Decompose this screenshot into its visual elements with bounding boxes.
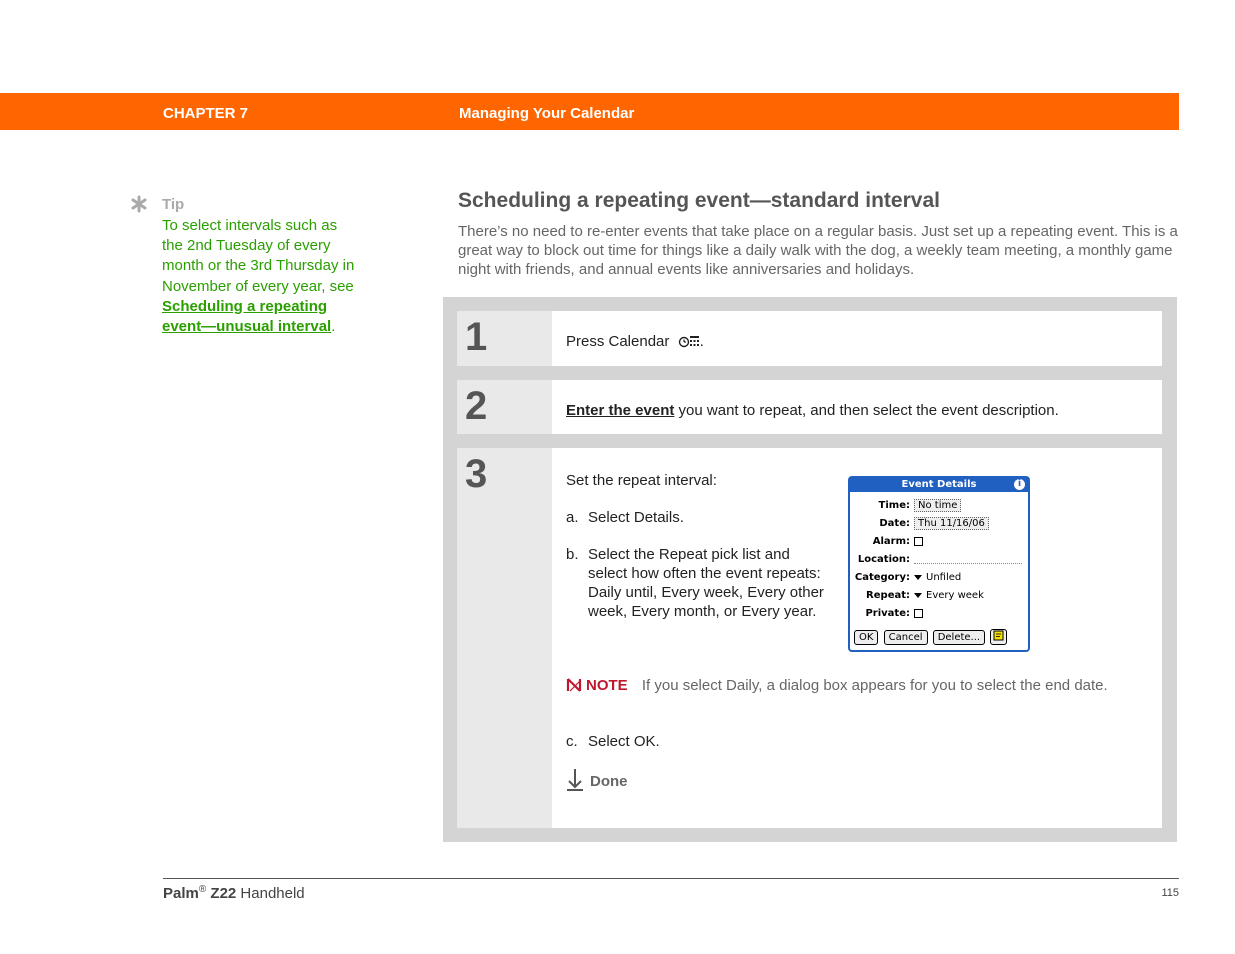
location-row: Location:: [850, 553, 1028, 567]
step-2-body: [552, 380, 1162, 434]
step-1-body: [552, 311, 1162, 366]
step-2-number-cell: [457, 380, 552, 434]
section-title: Scheduling a repeating event—standard interval: [458, 189, 940, 212]
footer-product: Palm® Z22 Handheld: [163, 884, 305, 902]
date-value: Thu 11/16/06: [914, 517, 989, 530]
step-1-text: Press Calendar .: [566, 333, 704, 350]
alarm-row: Alarm:: [850, 535, 1028, 549]
chapter-label: CHAPTER 7: [163, 105, 249, 122]
alarm-checkbox: [914, 537, 923, 546]
repeat-row: Repeat: Every week: [866, 590, 984, 601]
location-field: [914, 563, 1022, 564]
category-row: Category: Unfiled: [854, 572, 962, 583]
footer-rule: [163, 878, 1179, 879]
date-row: Date: Thu 11/16/06: [850, 517, 1028, 531]
tip-link-unusual-interval[interactable]: Scheduling a repeating event—unusual interval: [162, 297, 332, 336]
step-3-number-cell: [457, 448, 552, 828]
done-arrow-icon: [566, 768, 584, 792]
note-label: NOTE: [586, 677, 628, 694]
chapter-header-bar: [0, 93, 1179, 130]
repeat-value: Every week: [926, 590, 984, 601]
note-button: [990, 629, 1007, 645]
ok-button: OK: [854, 630, 878, 645]
repeat-dropdown-arrow-icon: [914, 593, 922, 598]
done-indicator: Done: [566, 768, 628, 792]
delete-button: Delete...: [933, 630, 985, 645]
step-3-number: 3: [465, 452, 488, 496]
note-text: If you select Daily, a dialog box appears for you to select the end date.: [641, 677, 1108, 694]
category-dropdown-arrow-icon: [914, 575, 922, 580]
category-value: Unfiled: [926, 572, 962, 583]
step-3-body: [552, 448, 1162, 828]
step-1-number-cell: [457, 311, 552, 366]
note-block: [566, 676, 1146, 695]
step-2-text: Enter the event you want to repeat, and then select the event description.: [566, 402, 1059, 419]
calendar-button-icon: [678, 334, 700, 348]
time-value: No time: [914, 499, 961, 512]
step-3-sub-a: a. Select Details.: [566, 509, 684, 526]
section-intro: There’s no need to re-enter events that take place on a regular basis. Just set up a repeating event. This is a great way to block out time for things like a daily walk with the dog, a weekly team meeting, a monthly game night with friends, and annual events like anniversaries and holidays.: [458, 223, 1178, 278]
dialog-title: Event Details i: [850, 478, 1028, 492]
step-3-sub-c: c. Select OK.: [566, 733, 660, 750]
step-3-sub-b: b. Select the Repeat pick list and select how often the event repeats: Daily until, Every week, Every other week, Every month, or Every year.: [566, 546, 824, 620]
dialog-buttons: [854, 629, 1009, 645]
chapter-title: Managing Your Calendar: [459, 105, 635, 122]
enter-event-link[interactable]: Enter the event: [566, 402, 675, 419]
tip-body: To select intervals such as the 2nd Tuesday of every month or the 3rd Thursday in November of every year, see: [162, 217, 355, 295]
tip-asterisk-icon: [130, 195, 148, 213]
event-details-dialog-screenshot: [848, 476, 1030, 652]
private-checkbox: [914, 609, 923, 618]
time-row: Time: No time: [850, 499, 1028, 513]
private-row: Private:: [850, 607, 1028, 621]
step-3-intro: Set the repeat interval:: [566, 472, 717, 489]
step-2-number: 2: [465, 384, 488, 428]
tip-text: [162, 216, 362, 337]
note-icon: [566, 677, 582, 693]
tip-suffix: .: [331, 318, 336, 336]
info-icon: i: [1014, 479, 1025, 490]
cancel-button: Cancel: [884, 630, 928, 645]
tip-label: Tip: [162, 196, 185, 213]
step-1-number: 1: [465, 315, 488, 359]
note-icon: [993, 630, 1004, 641]
page-number: 115: [1161, 887, 1179, 899]
